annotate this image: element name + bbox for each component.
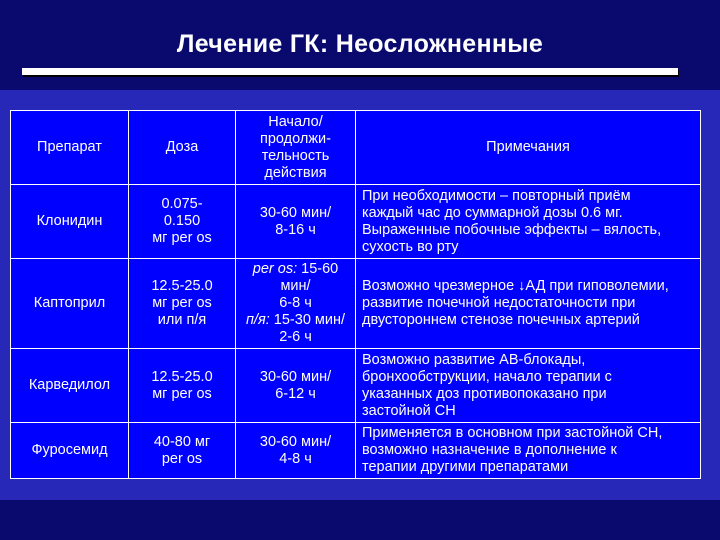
dose-line: 0.075-: [161, 196, 203, 212]
dose-cell: [129, 185, 236, 259]
header-dose: Доза: [129, 111, 236, 185]
note-line: указанных доз противопоказано при: [362, 385, 607, 402]
header-row: [11, 111, 701, 185]
onset-line: [240, 261, 351, 278]
note-line: терапии другими препаратами: [362, 459, 569, 475]
onset-cell: [236, 423, 356, 479]
note-line: При необходимости – повторный приём: [362, 187, 631, 204]
note-line: застойной СН: [362, 402, 456, 419]
notes-cell: [356, 349, 701, 423]
onset-line: 8-16 ч: [275, 221, 316, 238]
header-notes: Примечания: [356, 111, 701, 185]
dose-line: 12.5-25.0: [151, 278, 213, 294]
onset-line: 30-60 мин/: [259, 433, 332, 450]
dose-cell: [129, 349, 236, 423]
note-line: двустороннем стенозе почечных артерий: [362, 312, 640, 328]
note-line: каждый час до суммарной дозы 0.6 мг.: [362, 204, 623, 221]
onset-line: [240, 312, 351, 329]
slide-title: Лечение ГК: Неосложненные: [176, 30, 544, 58]
dose-line: мг per os: [152, 295, 212, 311]
header-drug: Препарат: [11, 111, 129, 185]
onset-value: 15-30 мин/: [269, 312, 346, 328]
title-underline: [22, 68, 678, 75]
note-line: возможно назначение в дополнение к: [362, 442, 617, 458]
table-row: [11, 349, 701, 423]
drug-cell: Карведилол: [11, 349, 129, 423]
drug-cell: Каптоприл: [11, 259, 129, 349]
header-onset-line: действия: [264, 164, 327, 181]
onset-line: 30-60 мин/: [259, 204, 332, 221]
header-onset-line: тельность: [261, 147, 330, 164]
note-line: Применяется в основном при застойной СН,: [362, 425, 663, 441]
onset-cell: [236, 349, 356, 423]
onset-line: 30-60 мин/: [259, 368, 332, 385]
onset-line: мин/: [280, 278, 311, 294]
dose-line: мг per os: [152, 385, 212, 402]
table-row: [11, 185, 701, 259]
dose-line: мг per os: [152, 230, 212, 246]
onset-line: 6-12 ч: [275, 385, 316, 402]
dose-cell: [129, 259, 236, 349]
header-onset-line: Начало/: [268, 113, 323, 130]
onset-route-label: п/я:: [245, 312, 270, 328]
dose-line: 40-80 мг: [153, 433, 211, 450]
treatment-table: [10, 110, 701, 479]
onset-route-label: per os:: [252, 261, 298, 277]
onset-value: 15-60: [297, 261, 339, 277]
header-onset: [236, 111, 356, 185]
note-line: Возможно чрезмерное ↓АД при гиповолемии,: [362, 278, 669, 294]
notes-cell: [356, 423, 701, 479]
drug-cell: Клонидин: [11, 185, 129, 259]
onset-line: 2-6 ч: [279, 329, 312, 345]
notes-cell: [356, 259, 701, 349]
dose-line: или п/я: [157, 312, 207, 328]
note-line: Выраженные побочные эффекты – вялость,: [362, 221, 662, 238]
dose-line: 12.5-25.0: [151, 368, 213, 385]
dose-line: per os: [161, 450, 203, 467]
onset-line: 6-8 ч: [279, 295, 312, 311]
header-onset-line: продолжи-: [260, 130, 331, 147]
note-line: развитие почечной недостаточности при: [362, 295, 636, 311]
drug-cell: Фуросемид: [11, 423, 129, 479]
dose-cell: [129, 423, 236, 479]
note-line: бронхообструкции, начало терапии с: [362, 368, 612, 385]
onset-line: 4-8 ч: [279, 450, 312, 467]
note-line: сухость во рту: [362, 238, 459, 255]
onset-cell: [236, 259, 356, 349]
table-row: [11, 423, 701, 479]
onset-cell: [236, 185, 356, 259]
note-line: Возможно развитие АВ-блокады,: [362, 351, 586, 368]
table-row: [11, 259, 701, 349]
notes-cell: [356, 185, 701, 259]
dose-line: 0.150: [163, 213, 201, 229]
